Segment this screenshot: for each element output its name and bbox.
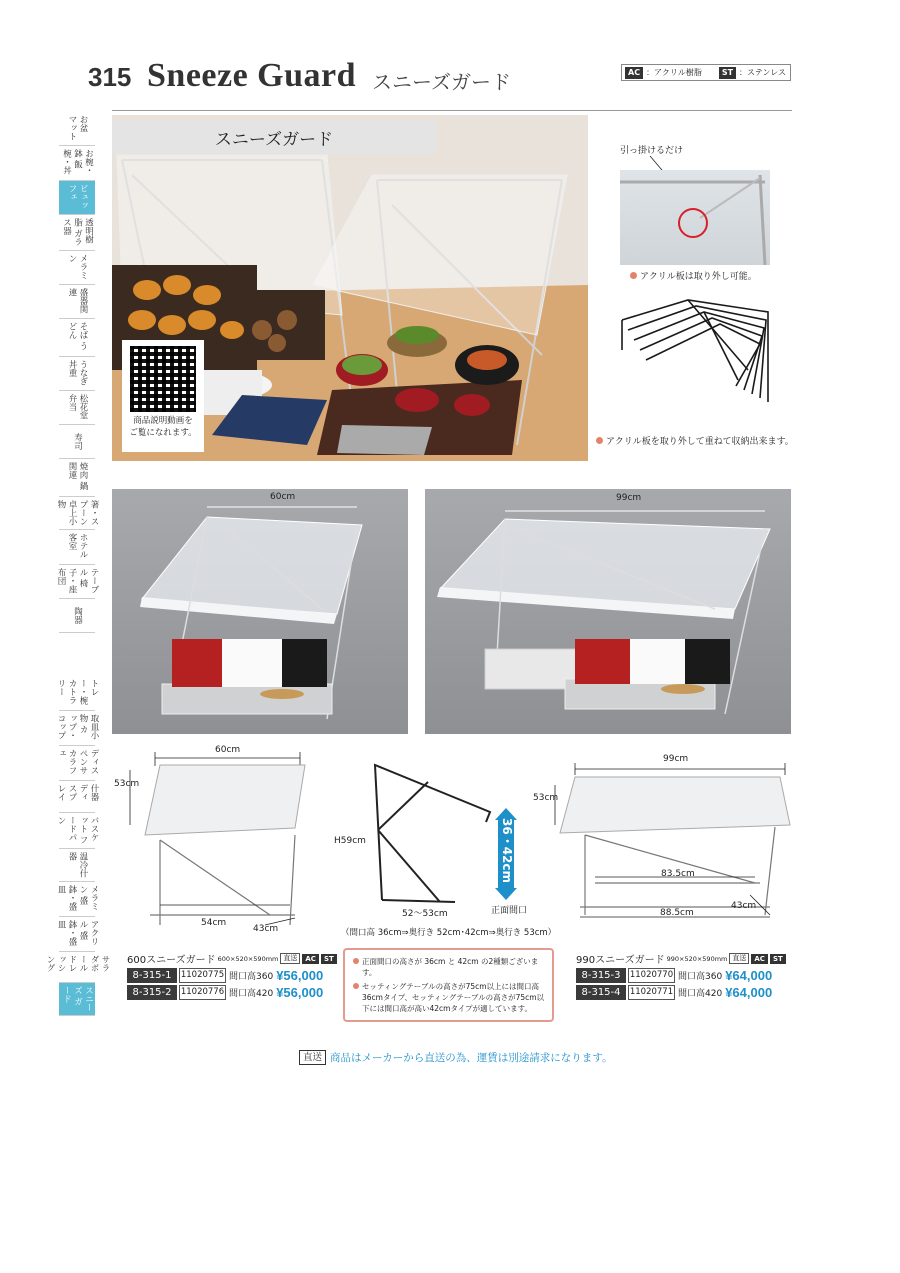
photo-600-width: 60cm xyxy=(270,492,296,502)
sidebar-item[interactable]: トレー・椀 カトラリー xyxy=(59,676,95,711)
diagram-side-depth: 52〜53cm xyxy=(402,909,448,919)
sidebar-item[interactable]: メラミン 盛鉢・盛皿 xyxy=(59,882,95,917)
sidebar-item[interactable]: 什器 ディスプレイ xyxy=(59,781,95,813)
product-jan: 11020775 xyxy=(179,968,226,983)
product-price: ¥64,000 xyxy=(725,968,773,983)
product-row[interactable] xyxy=(127,985,337,1000)
product-jan: 11020771 xyxy=(628,985,675,1000)
sidebar-item[interactable]: ホテル 客室 xyxy=(59,530,95,565)
diagram-side-caption: （間口高 36cm⇒奥行き 52cm･42cm⇒奥行き 53cm） xyxy=(341,928,557,938)
sidebar-item[interactable]: スニーズ ガード xyxy=(59,983,95,1016)
product-code: 8-315-1 xyxy=(127,968,177,983)
opening-height-notes xyxy=(343,948,554,1022)
material-tag-st: ST xyxy=(321,954,337,964)
note-item-text: 正面間口の高さが 36cm と 42cm の2種類ございます。 xyxy=(362,957,539,977)
shipping-notice-text: 商品はメーカーから直送の為、運賃は別途請求になります。 xyxy=(330,1052,613,1064)
product-spec: 間口高360 xyxy=(229,972,274,982)
product-990-size: 990×520×590mm xyxy=(666,954,728,963)
product-600-size: 600×520×590mm xyxy=(217,954,279,963)
page-title: Sneeze Guard xyxy=(147,57,357,94)
bullet-icon xyxy=(353,983,359,989)
sidebar-item[interactable]: うなぎ 丼重 xyxy=(59,357,95,391)
qr-caption-line-1: 商品説明動画を xyxy=(133,416,193,426)
legend-tag-ac: AC xyxy=(625,67,643,79)
sidebar-item[interactable]: 取皿小物 カップ・コップ xyxy=(59,711,95,746)
hero-banner: スニーズガード xyxy=(112,120,436,154)
diagram-600-bottom-width: 54cm xyxy=(201,918,227,928)
product-990-title xyxy=(576,951,786,966)
photo-990-width: 99cm xyxy=(616,493,642,503)
sidebar-item[interactable]: 焼肉 鍋関連 xyxy=(59,459,95,497)
diagram-600-height: 53cm xyxy=(114,779,140,789)
product-photo-600 xyxy=(112,489,408,734)
diagram-600 xyxy=(120,740,320,940)
diagram-600-depth: 43cm xyxy=(253,924,279,934)
product-code: 8-315-3 xyxy=(576,968,626,983)
diagram-side-height: H59cm xyxy=(334,836,366,846)
product-row[interactable] xyxy=(576,968,786,983)
product-code: 8-315-2 xyxy=(127,985,177,1000)
product-spec: 間口高420 xyxy=(229,989,274,999)
opening-height-label: 36・42cm xyxy=(500,818,514,884)
note-item xyxy=(353,956,546,978)
diagram-990-inner-width: 83.5cm xyxy=(661,869,695,879)
product-row[interactable] xyxy=(127,968,337,983)
sidebar-item[interactable]: テーブル 椅子・座布団 xyxy=(59,565,95,599)
sidebar-item[interactable]: お椀・鉢 飯椀・丼 xyxy=(59,146,95,181)
sidebar-item[interactable]: バスケット フードパン xyxy=(59,813,95,849)
product-jan: 11020776 xyxy=(179,985,226,1000)
bullet-icon xyxy=(353,958,359,964)
legend-label-st: ：ステンレス xyxy=(739,68,787,77)
front-opening-label: 正面間口 xyxy=(491,906,528,916)
stacked-frames-illustration xyxy=(618,290,773,405)
sidebar-item[interactable]: 陶器 xyxy=(59,599,95,633)
direct-ship-badge: 直送 xyxy=(729,953,749,964)
hook-highlight-circle xyxy=(678,208,708,238)
product-spec: 間口高360 xyxy=(678,972,723,982)
bullet-icon xyxy=(630,272,637,279)
sidebar-item[interactable]: お盆 マット xyxy=(59,112,95,146)
shipping-notice xyxy=(299,1050,612,1065)
diagram-990-width: 99cm xyxy=(663,754,689,764)
sidebar-item[interactable]: アクリル 盛鉢・盛皿 xyxy=(59,917,95,952)
product-600-name: 600スニーズガード xyxy=(127,955,216,966)
product-row[interactable] xyxy=(576,985,786,1000)
sidebar-item[interactable]: 透明樹脂 ガラス器 xyxy=(59,215,95,251)
product-code: 8-315-4 xyxy=(576,985,626,1000)
sidebar-item[interactable]: 松花堂 弁当 xyxy=(59,391,95,425)
sidebar-item[interactable]: ビュッフェ xyxy=(59,181,95,215)
sidebar-item[interactable]: 寿司 xyxy=(59,425,95,459)
product-990-name: 990スニーズガード xyxy=(576,955,665,966)
sidebar-item[interactable]: 温冷什器 xyxy=(59,849,95,882)
product-600-title xyxy=(127,951,337,966)
hook-label: 引っ掛けるだけ xyxy=(620,146,684,156)
diagram-600-width: 60cm xyxy=(215,745,241,755)
qr-code-icon[interactable] xyxy=(130,346,196,412)
sidebar-item[interactable]: 盛器関連 xyxy=(59,285,95,319)
qr-code-panel xyxy=(122,340,204,452)
diagram-990-depth: 43cm xyxy=(731,901,757,911)
product-price: ¥56,000 xyxy=(276,985,324,1000)
legend-tag-st: ST xyxy=(719,67,736,79)
product-600-block xyxy=(127,951,337,1000)
product-jan: 11020770 xyxy=(628,968,675,983)
direct-ship-badge: 直送 xyxy=(280,953,300,964)
page-title-japanese: スニーズガード xyxy=(372,70,511,94)
product-spec: 間口高420 xyxy=(678,989,723,999)
guard-990-illustration xyxy=(425,489,791,734)
sidebar-item[interactable]: サラダボール ドレッシング xyxy=(59,952,95,983)
sidebar-item[interactable]: ディスペンサ カラフェ xyxy=(59,746,95,781)
guard-600-illustration xyxy=(112,489,408,734)
category-sidebar-secondary xyxy=(45,676,110,1016)
qr-caption-line-2: ご覧になれます。 xyxy=(129,428,197,438)
note-stackable xyxy=(596,434,794,447)
header-divider xyxy=(112,110,792,111)
note-removable-text: アクリル板は取り外し可能。 xyxy=(640,272,757,282)
material-tag-ac: AC xyxy=(751,954,768,964)
note-stackable-text: アクリル板を取り外して重ねて収納出来ます。 xyxy=(606,437,794,447)
legend-label-ac: ：アクリル樹脂 xyxy=(646,68,702,77)
product-990-block xyxy=(576,951,786,1000)
page-number: 315 xyxy=(88,62,132,92)
direct-ship-badge: 直送 xyxy=(299,1050,326,1065)
note-removable xyxy=(630,269,757,282)
material-legend xyxy=(621,64,791,81)
sidebar-item[interactable]: 箸・スプーン 卓上小物 xyxy=(59,497,95,530)
diagram-990 xyxy=(545,755,795,930)
diagram-side-profile xyxy=(370,760,500,910)
sidebar-item[interactable]: そば うどん xyxy=(59,319,95,357)
sidebar-item[interactable]: メラミン xyxy=(59,251,95,285)
product-price: ¥56,000 xyxy=(276,968,324,983)
note-item xyxy=(353,981,546,1014)
product-photo-990 xyxy=(425,489,791,734)
material-tag-st: ST xyxy=(770,954,786,964)
diagram-990-bottom-width: 88.5cm xyxy=(660,908,694,918)
category-sidebar xyxy=(56,112,99,633)
material-tag-ac: AC xyxy=(302,954,319,964)
bullet-icon xyxy=(596,437,603,444)
diagram-990-height: 53cm xyxy=(533,793,559,803)
product-price: ¥64,000 xyxy=(725,985,773,1000)
note-item-text: セッティングテーブルの高さが75cm以上には間口高36cmタイプ、セッティングテーブルの高さが75cm以下には間口高が高い42cmタイプが適しています。 xyxy=(362,982,545,1013)
